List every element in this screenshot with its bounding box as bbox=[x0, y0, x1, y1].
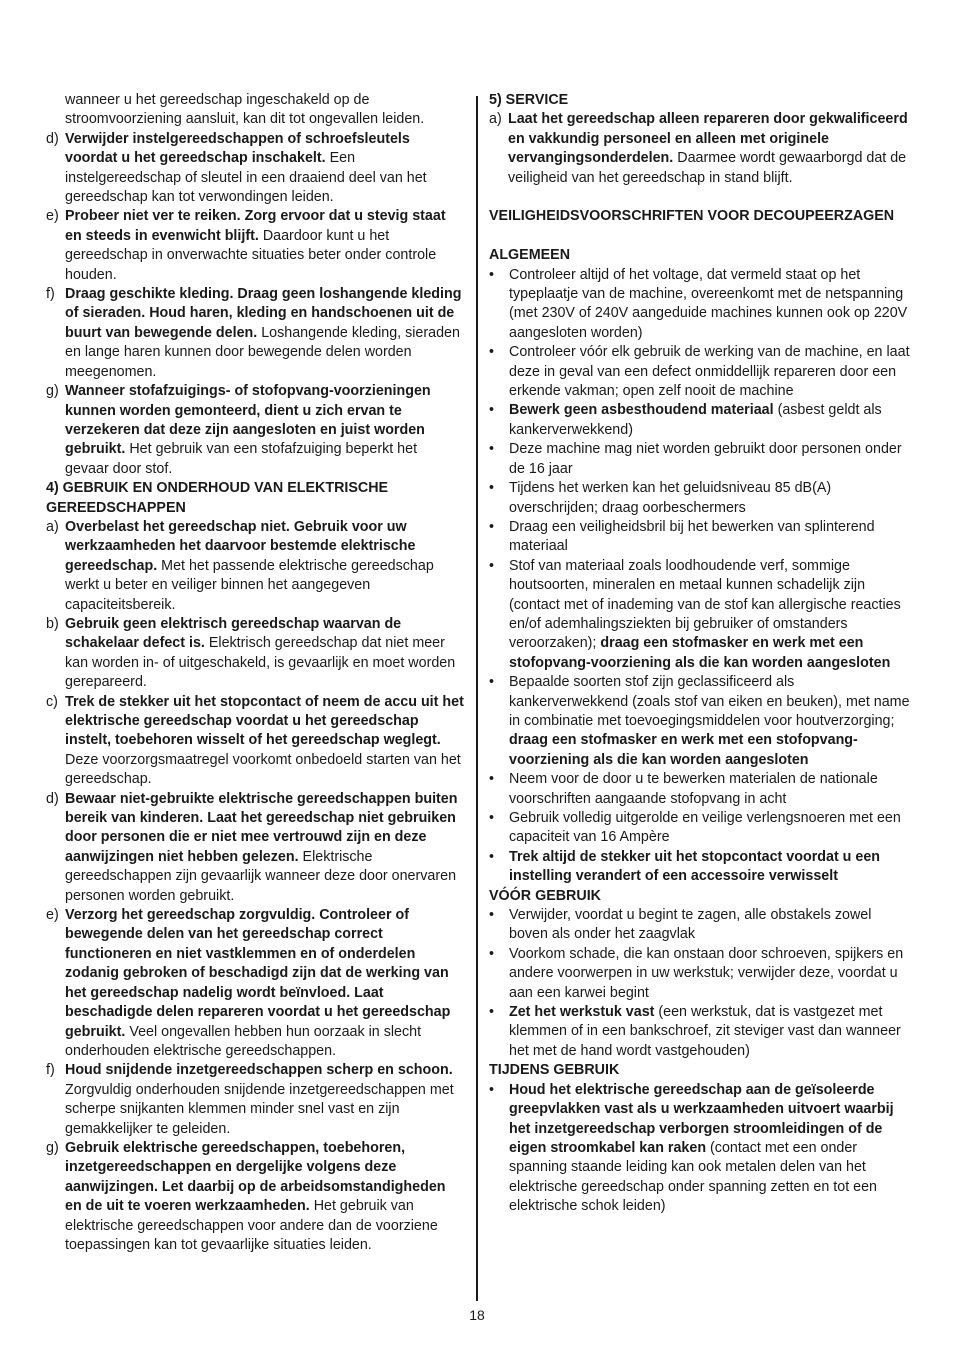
item-text: Loshangende kleding, sieraden en lange haren kunnen door bewegende delen worden meegenomen. bbox=[65, 324, 460, 380]
bullet-list bbox=[489, 266, 910, 887]
list-item bbox=[46, 906, 464, 1061]
item-label: a) bbox=[489, 111, 502, 128]
list-item bbox=[46, 615, 464, 693]
bullet-item bbox=[489, 266, 910, 344]
left-column bbox=[46, 91, 464, 1255]
bullet-dot: • bbox=[489, 344, 495, 361]
item-bold-text: Overbelast het gereedschap niet. Gebruik voor uw werkzaamheden het daarvoor bestemde elektrische gereedschap. bbox=[65, 518, 416, 574]
bullet-dot: • bbox=[489, 674, 495, 691]
bullet-text-bold: Zet het werkstuk vast bbox=[509, 1004, 655, 1021]
bullet-dot: • bbox=[489, 907, 495, 924]
bullet-item bbox=[489, 440, 910, 479]
bullet-text-pre: Bepaalde soorten stof zijn geclassificeerd als kankerverwekkend (zoals stof van eiken en beuken), met name in combinatie met toevoegingsmiddelen voor houtverzorging; bbox=[509, 674, 910, 729]
item-text: Met het passende elektrische gereedschap werkt u beter en veiliger binnen het aangegeven capaciteitsbereik. bbox=[65, 557, 434, 613]
item-bold-text: Bewaar niet-gebruikte elektrische gereedschappen buiten bereik van kinderen. Laat het gereedschap niet gebruiken door personen die er niet mee vertrouwd zijn en deze aanwijzingen niet hebben gelezen. bbox=[65, 790, 458, 865]
bullet-text-post: (een werkstuk, dat is vastgezet met klemmen of in een bankschroef, zit steviger vast dan wanneer het met de hand wordt vastgehouden) bbox=[509, 1004, 901, 1059]
bullet-item bbox=[489, 809, 910, 848]
bullet-dot: • bbox=[489, 1004, 495, 1021]
heading-algemeen: ALGEMEEN bbox=[489, 247, 571, 264]
item-label: b) bbox=[46, 615, 59, 632]
item-label: g) bbox=[46, 383, 59, 400]
heading-voor-gebruik: VÓÓR GEBRUIK bbox=[489, 887, 602, 904]
bullet-text-pre: Gebruik volledig uitgerolde en veilige verlengsnoeren met een capaciteit van 16 Ampère bbox=[509, 810, 901, 846]
list-item bbox=[46, 693, 464, 790]
item-label: g) bbox=[46, 1139, 59, 1156]
item-label: d) bbox=[46, 790, 59, 807]
item-label: e) bbox=[46, 907, 59, 924]
bullet-list bbox=[489, 906, 910, 1061]
item-bold-text: Wanneer stofafzuigings- of stofopvang-voorzieningen kunnen worden gemonteerd, dient u zich ervan te verzekeren dat deze zijn aangesloten en juist worden gebruikt. bbox=[65, 383, 431, 458]
list-item bbox=[46, 382, 464, 479]
bullet-item bbox=[489, 848, 910, 887]
item-label: f) bbox=[46, 286, 55, 303]
main-heading: VEILIGHEIDSVOORSCHRIFTEN VOOR DECOUPEERZAGEN bbox=[489, 208, 895, 225]
bullet-text-pre: Neem voor de door u te bewerken materialen de nationale voorschriften aangaande stofopvang in acht bbox=[509, 771, 878, 807]
bullet-dot: • bbox=[489, 480, 495, 497]
section-heading-5: 5) SERVICE bbox=[489, 92, 569, 108]
bullet-item bbox=[489, 518, 910, 557]
item-text: Elektrische gereedschappen zijn gevaarlijk wanneer deze door onervaren personen worden gebruikt. bbox=[65, 848, 457, 904]
item-text: Zorgvuldig onderhouden snijdende inzetgereedschappen met scherpe snijkanten klemmen minder snel vast en zijn gemakkelijker te geleiden. bbox=[65, 1081, 454, 1137]
bullet-item bbox=[489, 906, 910, 945]
bullet-text-pre: Draag een veiligheidsbril bij het bewerken van splinterend materiaal bbox=[509, 518, 875, 555]
list-item bbox=[489, 110, 910, 188]
list-item bbox=[46, 130, 464, 208]
item-bold-text: Laat het gereedschap alleen repareren door gekwalificeerd en vakkundig personeel en alleen met originele vervangingsonderdelen. bbox=[508, 111, 908, 167]
bullet-item bbox=[489, 1003, 910, 1061]
bullet-text-bold: Trek altijd de stekker uit het stopcontact voordat u een instelling verandert of een accessoire verwisselt bbox=[509, 848, 881, 885]
bullet-item bbox=[489, 343, 910, 401]
bullet-dot: • bbox=[489, 771, 495, 788]
item-bold-text: Gebruik elektrische gereedschappen, toebehoren, inzetgereedschappen en dergelijke volgens deze aanwijzingen. Let daarbij op de arbeidsomstandigheden en de uit te voeren werkzaamheden. bbox=[65, 1139, 446, 1215]
bullet-list bbox=[489, 1081, 910, 1217]
bullet-text-bold: draag een stofmasker en werk met een stofopvang-voorziening als die kan worden aangesloten bbox=[509, 635, 891, 671]
bullet-text-pre: Voorkom schade, die kan onstaan door schroeven, spijkers en andere voorwerpen in uw werkstuk; verwijder deze, voordat u aan een karwei begint bbox=[509, 945, 904, 1001]
bullet-dot: • bbox=[489, 1081, 495, 1098]
item-bold-text: Draag geschikte kleding. Draag geen loshangende kleding of sieraden. Houd haren, kleding en handschoenen uit de buurt van bewegende delen. bbox=[65, 286, 462, 341]
list-item bbox=[46, 518, 464, 615]
bullet-text-post: (asbest geldt als kankerverwekkend) bbox=[509, 402, 882, 438]
list-item bbox=[46, 1061, 464, 1139]
item-text: Veel ongevallen hebben hun oorzaak in slecht onderhouden elektrische gereedschappen. bbox=[65, 1023, 422, 1059]
item-bold-text: Verzorg het gereedschap zorgvuldig. Controleer of bewegende delen van het gereedschap correct functioneren en niet vastklemmen en of onderdelen zodanig gebroken of beschadigd zijn dat de werking van het gereedschap nadelig wordt beïnvloed. Laat beschadigde delen repareren voordat u het gereedschap gebruikt. bbox=[65, 907, 451, 1040]
list-item bbox=[46, 285, 464, 382]
item-text: Het gebruik van een stofafzuiging beperkt het gevaar door stof. bbox=[65, 441, 418, 477]
bullet-dot: • bbox=[489, 402, 495, 419]
list-item bbox=[46, 207, 464, 285]
bullet-dot: • bbox=[489, 518, 495, 535]
item-label: e) bbox=[46, 208, 59, 225]
bullet-text-bold: Houd het elektrische gereedschap aan de geïsoleerde greepvlakken vast als u werkzaamheden uitvoert waarbij het inzetgereedschap verborgen stroomleidingen of de eigen stroomkabel kan raken bbox=[509, 1081, 894, 1156]
bullet-dot: • bbox=[489, 848, 495, 865]
item-text: Daardoor kunt u het gereedschap in onverwachte situaties beter onder controle houden. bbox=[65, 227, 437, 283]
bullet-item bbox=[489, 401, 910, 440]
section-heading-4: 4) GEBRUIK EN ONDERHOUD VAN ELEKTRISCHE GEREEDSCHAPPEN bbox=[46, 480, 389, 516]
bullet-item bbox=[489, 945, 910, 1003]
item-bold-text: Verwijder instelgereedschappen of schroefsleutels voordat u het gereedschap inschakelt. bbox=[65, 130, 410, 167]
item-text: Het gebruik van elektrische gereedschappen voor andere dan de voorziene toepassingen kan tot gevaarlijke situaties leiden. bbox=[65, 1198, 438, 1253]
item-text: Een instelgereedschap of sleutel in een draaiend deel van het gereedschap kan tot verwondingen leiden. bbox=[65, 150, 427, 206]
bullet-item bbox=[489, 673, 910, 770]
item-text: Deze voorzorgsmaatregel voorkomt onbedoeld starten van het gereedschap. bbox=[65, 751, 461, 788]
intro-continuation: wanneer u het gereedschap ingeschakeld op de stroomvoorziening aansluit, kan dit tot ongevallen leiden. bbox=[65, 92, 425, 128]
item-label: c) bbox=[46, 693, 58, 710]
item-bold-text: Probeer niet ver te reiken. Zorg ervoor dat u stevig staat en steeds in evenwicht blijft. bbox=[65, 208, 446, 244]
item-label: a) bbox=[46, 518, 59, 535]
bullet-dot: • bbox=[489, 441, 495, 458]
item-bold-text: Houd snijdende inzetgereedschappen scherp en schoon. bbox=[65, 1062, 453, 1079]
bullet-text-pre: Stof van materiaal zoals loodhoudende verf, sommige houtsoorten, mineralen en metaal kunnen schadelijk zijn (contact met of inademing van de stof kan allergische reacties en/of ademhalingsziekten bij gebruiker of omstanders veroorzaken); bbox=[509, 557, 901, 652]
bullet-dot: • bbox=[489, 810, 495, 826]
list-item bbox=[46, 790, 464, 906]
bullet-text-pre: Tijdens het werken kan het geluidsniveau 85 dB(A) overschrijden; draag oorbeschermers bbox=[509, 480, 832, 516]
right-column bbox=[489, 91, 910, 1217]
bullet-text-pre: Controleer altijd of het voltage, dat vermeld staat op het typeplaatje van de machine, overeenkomt met de netspanning (met 230V of 240V aangeduide machines kunnen ook op 220V aangesloten worden) bbox=[509, 266, 908, 341]
item-text: Daarmee wordt gewaarborgd dat de veiligheid van het gereedschap in stand blijft. bbox=[508, 150, 907, 186]
bullet-dot: • bbox=[489, 945, 495, 962]
page-number: 18 bbox=[469, 1307, 485, 1323]
item-bold-text: Gebruik geen elektrisch gereedschap waarvan de schakelaar defect is. bbox=[65, 615, 402, 652]
bullet-item bbox=[489, 557, 910, 673]
item-text: Elektrisch gereedschap dat niet meer kan worden in- of uitgeschakeld, is gevaarlijk en moet worden gerepareerd. bbox=[65, 635, 456, 691]
bullet-text-pre: Verwijder, voordat u begint te zagen, alle obstakels zowel boven als onder het zaagvlak bbox=[509, 907, 872, 943]
list-item bbox=[46, 1139, 464, 1255]
bullet-dot: • bbox=[489, 266, 495, 283]
bullet-text-pre: Controleer vóór elk gebruik de werking van de machine, en laat deze in geval van een defect onmiddellijk repareren door een erkende vakman; open zelf nooit de machine bbox=[509, 344, 910, 400]
bullet-text-pre: Deze machine mag niet worden gebruikt door personen onder de 16 jaar bbox=[509, 441, 902, 477]
bullet-text-post: (contact met een onder spanning staande leiding kan ook metalen delen van het elektrische gereedschap onder spanning zetten en tot een elektrische schok leiden) bbox=[509, 1139, 878, 1215]
item-label: d) bbox=[46, 130, 59, 147]
item-bold-text: Trek de stekker uit het stopcontact of neem de accu uit het elektrische gereedschap voordat u het gereedschap instelt, toebehoren wisselt of het gereedschap weglegt. bbox=[65, 693, 464, 749]
heading-tijdens-gebruik: TIJDENS GEBRUIK bbox=[489, 1062, 620, 1079]
bullet-item bbox=[489, 770, 910, 809]
bullet-dot: • bbox=[489, 557, 495, 574]
bullet-text-bold: Bewerk geen asbesthoudend materiaal bbox=[509, 402, 774, 419]
bullet-text-bold: draag een stofmasker en werk met een stofopvang-voorziening als die kan worden aangesloten bbox=[509, 732, 858, 768]
column-divider bbox=[476, 96, 478, 1301]
bullet-item bbox=[489, 1081, 910, 1217]
bullet-item bbox=[489, 479, 910, 518]
item-label: f) bbox=[46, 1062, 55, 1079]
